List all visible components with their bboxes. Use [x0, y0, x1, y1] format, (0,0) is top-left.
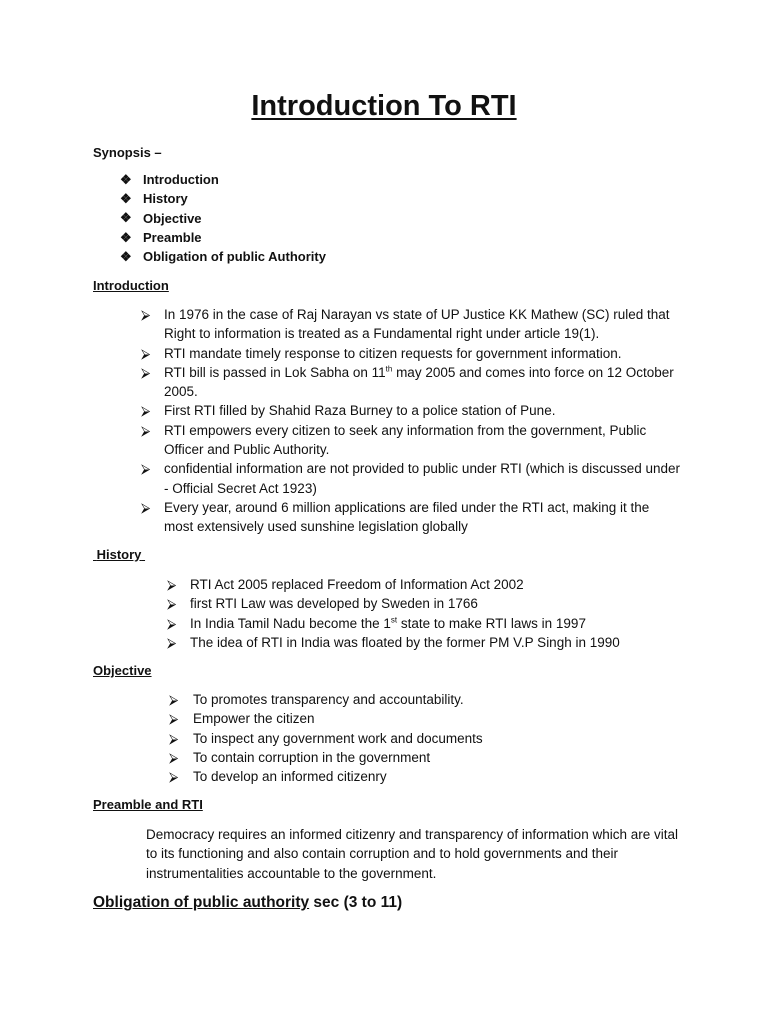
arrow-bullet-icon: ⮚ [141, 307, 151, 322]
introduction-heading: Introduction [93, 278, 169, 293]
diamond-bullet-icon: ❖ [120, 190, 132, 206]
list-item: ❖ Preamble [120, 229, 202, 246]
arrow-bullet-icon: ⮚ [167, 577, 177, 592]
list-item: ⮚ RTI Act 2005 replaced Freedom of Information Act 2002 [167, 575, 687, 594]
list-item: ⮚ RTI bill is passed in Lok Sabha on 11th may 2005 and comes into force on 12 October 2005. [141, 363, 681, 402]
history-list [167, 575, 687, 652]
list-item: ⮚ first RTI Law was developed by Sweden in 1766 [167, 594, 687, 613]
arrow-bullet-icon: ⮚ [169, 692, 179, 707]
list-item: ⮚ To develop an informed citizenry [169, 767, 689, 786]
list-item: ⮚ In India Tamil Nadu become the 1st state to make RTI laws in 1997 [167, 614, 687, 633]
list-item: ⮚ Empower the citizen [169, 709, 689, 728]
arrow-bullet-icon: ⮚ [141, 499, 151, 515]
arrow-bullet-icon: ⮚ [141, 364, 151, 380]
list-item: ⮚ To inspect any government work and documents [169, 729, 689, 748]
objective-list [169, 690, 689, 786]
list-item: ⮚ First RTI filled by Shahid Raza Burney to a police station of Pune. [141, 401, 681, 420]
list-item: ⮚ To promotes transparency and accountability. [169, 690, 689, 709]
arrow-bullet-icon: ⮚ [141, 345, 151, 361]
arrow-bullet-icon: ⮚ [167, 615, 177, 631]
list-item: ❖ Objective [120, 210, 202, 226]
arrow-bullet-icon: ⮚ [141, 461, 151, 477]
list-item: ⮚ The idea of RTI in India was floated by the former PM V.P Singh in 1990 [167, 633, 687, 652]
diamond-bullet-icon: ❖ [120, 210, 132, 226]
arrow-bullet-icon: ⮚ [141, 403, 151, 419]
arrow-bullet-icon: ⮚ [167, 634, 177, 650]
obligation-heading: Obligation of public authority sec (3 to 11) [93, 894, 403, 911]
preamble-paragraph: Democracy requires an informed citizenry and transparency of information which are vital to its functioning and also contain corruption and to hold governments and their instrumentalities accountable to the government. [146, 827, 678, 881]
page-title: Introduction To RTI [251, 90, 517, 122]
preamble-heading: Preamble and RTI [93, 797, 203, 812]
arrow-bullet-icon: ⮚ [169, 749, 179, 765]
list-item: ⮚ Every year, around 6 million applications are filed under the RTI act, making it the most extensively used sunshine legislation globally [141, 498, 681, 537]
list-item: ⮚ RTI mandate timely response to citizen requests for government information. [141, 344, 681, 363]
arrow-bullet-icon: ⮚ [169, 769, 179, 785]
history-heading: History [96, 547, 142, 562]
arrow-bullet-icon: ⮚ [169, 711, 179, 727]
list-item: ❖ Introduction [120, 171, 219, 188]
arrow-bullet-icon: ⮚ [169, 730, 179, 746]
synopsis-label: Synopsis – [93, 145, 162, 160]
diamond-bullet-icon: ❖ [120, 171, 132, 187]
synopsis-list [120, 170, 326, 266]
diamond-bullet-icon: ❖ [120, 229, 132, 245]
objective-heading: Objective [93, 663, 152, 678]
list-item: ⮚ In 1976 in the case of Raj Narayan vs state of UP Justice KK Mathew (SC) ruled that Right to information is treated as a Fundamental right under article 19(1). [141, 305, 681, 344]
list-item: ❖ Obligation of public Authority [120, 248, 326, 265]
diamond-bullet-icon: ❖ [120, 248, 132, 264]
arrow-bullet-icon: ⮚ [167, 596, 177, 612]
introduction-list [141, 305, 681, 537]
list-item: ⮚ confidential information are not provided to public under RTI (which is discussed under - Official Secret Act 1923) [141, 459, 681, 498]
arrow-bullet-icon: ⮚ [141, 422, 151, 438]
list-item: ⮚ RTI empowers every citizen to seek any information from the government, Public Officer and Public Authority. [141, 421, 681, 460]
list-item: ❖ History [120, 190, 188, 207]
list-item: ⮚ To contain corruption in the government [169, 748, 689, 767]
